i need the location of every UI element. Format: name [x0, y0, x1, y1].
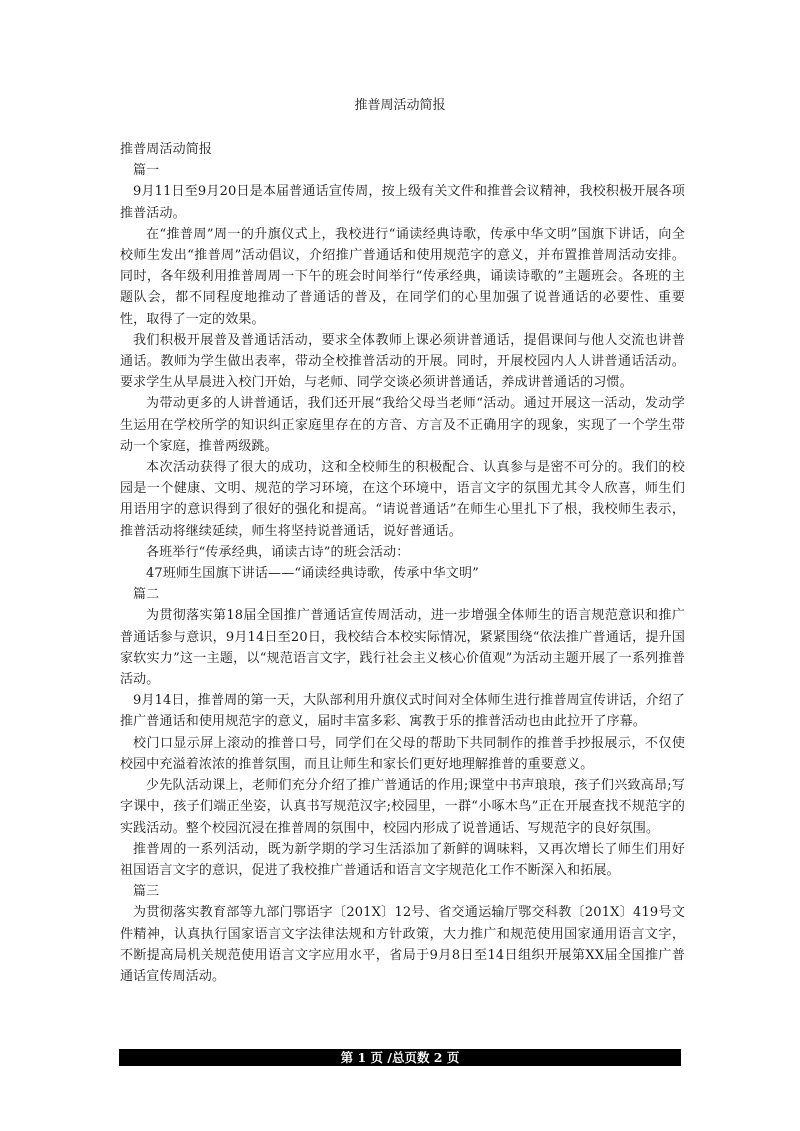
document-title: 推普周活动简报	[354, 98, 446, 113]
paragraph: 篇三	[133, 884, 160, 900]
paragraph: 推普周的一系列活动，既为新学期的学习生活添加了新鲜的调味料，又再次增长了师生们用好祖国语言文字的意识，促进了我校推广普通话和语言文字规范化工作不断深入和拓展。	[120, 841, 685, 878]
paragraph: 篇二	[133, 587, 160, 603]
page-footer: 第 1 页 /总页数 2 页	[119, 1049, 681, 1066]
paragraph: 47班师生国旗下讲话——“诵读经典诗歌，传承中华文明”	[146, 566, 479, 582]
paragraph: 我们积极开展普及普通话活动，要求全体教师上课必须讲普通话，提倡课间与他人交流也讲普通话。教师为学生做出表率，带动全校推普活动的开展。同时，开展校园内人人讲普通话活动。要求学生从早晨进入校门开始，与老师、同学交谈必须讲普通话，养成讲普通话的习惯。	[120, 332, 685, 391]
paragraph: 篇一	[133, 163, 160, 179]
document-body	[120, 139, 685, 987]
paragraph: 9月14日，推普周的第一天，大队部利用升旗仪式时间对全体师生进行推普周宣传讲话，介绍了推广普通话和使用规范字的意义，届时丰富多彩、寓教于乐的推普活动也由此拉开了序幕。	[120, 693, 685, 730]
paragraph: 本次活动获得了很大的成功，这和全校师生的积极配合、认真参与是密不可分的。我们的校园是一个健康、文明、规范的学习环境，在这个环境中，语言文字的氛围尤其令人欣喜，师生们用语用字的意识得到了很好的强化和提高。“请说普通话”在师生心里扎下了根，我校师生表示，推普活动将继续延续，师生将坚持说普通话，说好普通话。	[120, 460, 685, 539]
paragraph: 少先队活动课上，老师们充分介绍了推广普通话的作用;课堂中书声琅琅，孩子们兴致高昂;写字课中，孩子们端正坐姿，认真书写规范汉字;校园里，一群“小啄木鸟”正在开展查找不规范字的实践活动。整个校园沉浸在推普周的氛围中，校园内形成了说普通话、写规范字的良好氛围。	[120, 778, 685, 836]
paragraph: 推普周活动简报	[120, 142, 213, 157]
paragraph: 为带动更多的人讲普通话，我们还开展“我给父母当老师“活动。通过开展这一活动，发动学生运用在学校所学的知识纠正家庭里存在的方音、方言及不正确用字的现象，实现了一个学生带动一个家庭，推普两级跳。	[120, 396, 685, 454]
paragraph: 在“推普周”周一的升旗仪式上，我校进行“诵读经典诗歌，传承中华文明”国旗下讲话，向全校师生发出“推普周”活动倡议，介绍推广普通话和使用规范字的意义，并布置推普周活动安排。同时，各年级利用推普周周一下午的班会时间举行“传承经典，诵读诗歌的”主题班会。各班的主题队会，都不同程度地推动了普通话的普及，在同学们的心里加强了说普通话的必要性、重要性，取得了一定的效果。	[120, 226, 685, 327]
paragraph: 为贯彻落实教育部等九部门鄂语字〔201X〕12号、省交通运输厅鄂交科教〔201X〕419号文件精神，认真执行国家语言文字法律法规和方针政策，大力推广和规范使用国家通用语言文字，不断提高局机关规范使用语言文字应用水平，省局于9月8日至14日组织开展第XX届全国推广普通话宣传周活动。	[120, 905, 685, 984]
paragraph: 各班举行“传承经典，诵读古诗”的班会活动：	[146, 544, 410, 560]
paragraph: 9月11日至9月20日是本届普通话宣传周，按上级有关文件和推普会议精神，我校积极开展各项推普活动。	[120, 184, 685, 221]
paragraph: 校门口显示屏上滚动的推普口号，同学们在父母的帮助下共同制作的推普手抄报展示，不仅使校园中充溢着浓浓的推普氛围，而且让师生和家长们更好地理解推普的重要意义。	[120, 735, 685, 772]
paragraph: 为贯彻落实第18届全国推广普通话宣传周活动，进一步增强全体师生的语言规范意识和推广普通话参与意识，9月14日至20日，我校结合本校实际情况，紧紧围绕“依法推广普通话，提升国家软实力”这一主题，以“规范语言文字，践行社会主义核心价值观”为活动主题开展了一系列推普活动。	[120, 608, 685, 688]
